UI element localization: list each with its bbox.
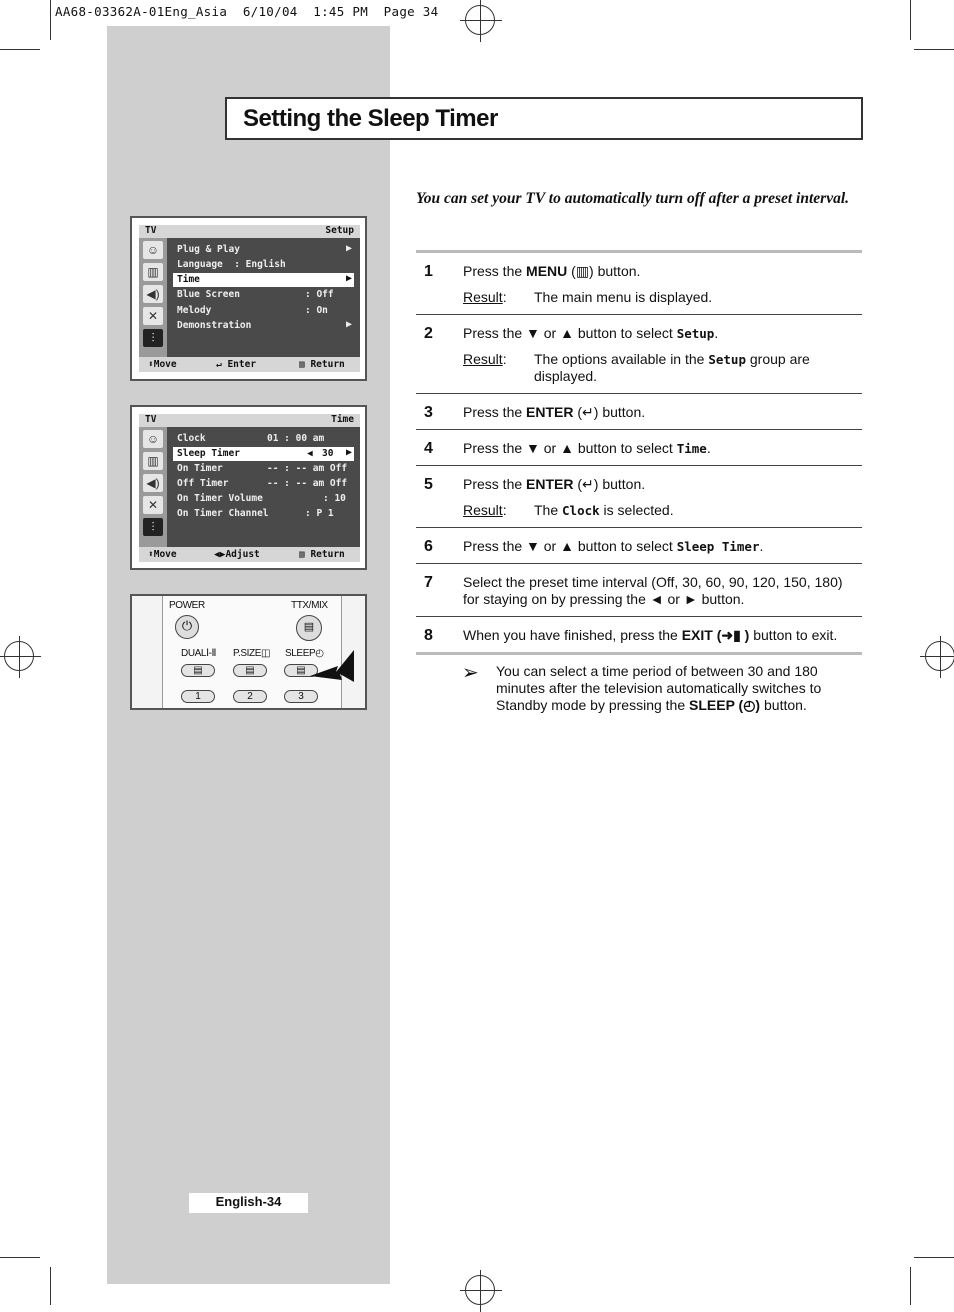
return-hint: ▥ Return [299, 549, 345, 560]
channel-icon: ▥ [143, 263, 163, 281]
crop-mark [910, 0, 911, 40]
psize-label: P.SIZE◫ [233, 648, 271, 659]
channel-icon: ▥ [143, 452, 163, 470]
page-number: English-34 [189, 1193, 308, 1213]
psize-button: ▤ [233, 664, 267, 677]
osd-time-screen [130, 405, 367, 570]
page-title: Setting the Sleep Timer [243, 105, 498, 132]
registration-mark-icon [925, 641, 954, 671]
number-2-button: 2 [233, 690, 267, 703]
move-hint: ⬍Move [148, 549, 177, 560]
step-result: Result: The main menu is displayed. [463, 289, 713, 305]
dual-button: ▤ [181, 664, 215, 677]
osd-item-melody: Melody : On [177, 305, 328, 316]
note-arrow-icon: ➢ [462, 662, 479, 684]
enter-hint: ↵ Enter [216, 359, 257, 370]
dual-label: DUALⅠ-Ⅱ [181, 648, 217, 659]
osd-item-on-timer: On Timer -- : -- am Off [177, 463, 348, 474]
print-header: AA68-03362A-01Eng_Asia 6/10/04 1:45 PM Page 34 [55, 4, 439, 19]
picture-icon: ☺ [143, 430, 163, 448]
osd-item-time: Time ▶ [173, 273, 354, 287]
ttx-mix-button: ▤ [296, 615, 322, 641]
osd-menu-title: Setup [325, 225, 354, 236]
step-4: 4 Press the ▼ or ▲ button to select Time. [416, 429, 862, 465]
intro-text: You can set your TV to automatically turn off after a preset interval. [416, 190, 850, 207]
osd-item-on-timer-channel: On Timer Channel : P 1 [177, 508, 334, 519]
return-hint: ▥ Return [299, 359, 345, 370]
osd-item-language: Language : English [177, 259, 286, 270]
ttx-label: TTX/MIX [291, 600, 328, 611]
crop-mark [50, 0, 51, 40]
sound-icon: ◀) [143, 285, 163, 303]
step-result: Result: The options available in the Setup group are displayed. [463, 351, 810, 384]
step-5: 5 Press the ENTER (↵) button. Result: The Clock is selected. [416, 465, 862, 527]
sleep-button: ▤ [284, 664, 318, 677]
power-button: ⏻ [175, 615, 199, 639]
osd-item-blue-screen: Blue Screen : Off [177, 289, 334, 300]
osd-source: TV [145, 225, 157, 236]
move-hint: ⬍Move [148, 359, 177, 370]
pointer-arrow-icon [310, 648, 356, 684]
step-2: 2 Press the ▼ or ▲ button to select Setup. Result: The options available in the Setup group are displayed. [416, 314, 862, 393]
antenna-icon: ✕ [143, 496, 163, 514]
setup-icon: ⫶ [143, 518, 163, 536]
sound-icon: ◀) [143, 474, 163, 492]
antenna-icon: ✕ [143, 307, 163, 325]
remote-illustration [130, 594, 367, 710]
crop-mark [0, 1257, 40, 1258]
osd-menu-title: Time [331, 414, 354, 425]
crop-mark [50, 1267, 51, 1305]
osd-item-sleep-timer: Sleep Timer ◀ 30 ▶ [173, 447, 354, 461]
step-8: 8 When you have finished, press the EXIT (➜▮ ) button to exit. [416, 616, 862, 652]
osd-source: TV [145, 414, 157, 425]
picture-icon: ☺ [143, 241, 163, 259]
osd-item-demonstration: Demonstration ▶ [177, 319, 352, 331]
crop-mark [914, 49, 954, 50]
crop-mark [0, 49, 40, 50]
adjust-hint: ◀▶Adjust [214, 549, 260, 560]
step-3: 3 Press the ENTER (↵) button. [416, 393, 862, 429]
registration-mark-icon [4, 641, 34, 671]
crop-mark [910, 1267, 911, 1305]
title-box [225, 97, 863, 140]
number-3-button: 3 [284, 690, 318, 703]
step-result: Result: The Clock is selected. [463, 502, 674, 518]
step-7: 7 Select the preset time interval (Off, 30, 60, 90, 120, 150, 180) for staying on by pressing the ◄ or ► button. [416, 563, 862, 616]
crop-mark [914, 1257, 954, 1258]
registration-mark-icon [465, 1275, 495, 1305]
osd-item-clock: Clock 01 : 00 am [177, 433, 325, 444]
step-1: 1 Press the MENU (▥) button. Result: The main menu is displayed. [416, 253, 862, 314]
power-label: POWER [169, 600, 205, 611]
registration-mark-icon [465, 5, 495, 35]
setup-icon: ⫶ [143, 329, 163, 347]
osd-item-plug-play: Plug & Play ▶ [177, 243, 352, 255]
sleep-label: SLEEP◴ [285, 648, 324, 659]
steps-list [416, 250, 862, 655]
step-6: 6 Press the ▼ or ▲ button to select Sleep Timer. [416, 527, 862, 563]
osd-item-on-timer-volume: On Timer Volume : 10 [177, 493, 346, 504]
osd-setup-screen [130, 216, 367, 381]
number-1-button: 1 [181, 690, 215, 703]
osd-item-off-timer: Off Timer -- : -- am Off [177, 478, 348, 489]
note-text: You can select a time period of between 30 and 180 minutes after the television automatically switches to Standby mode by pressing the SLEEP (◴) button. [496, 663, 822, 713]
